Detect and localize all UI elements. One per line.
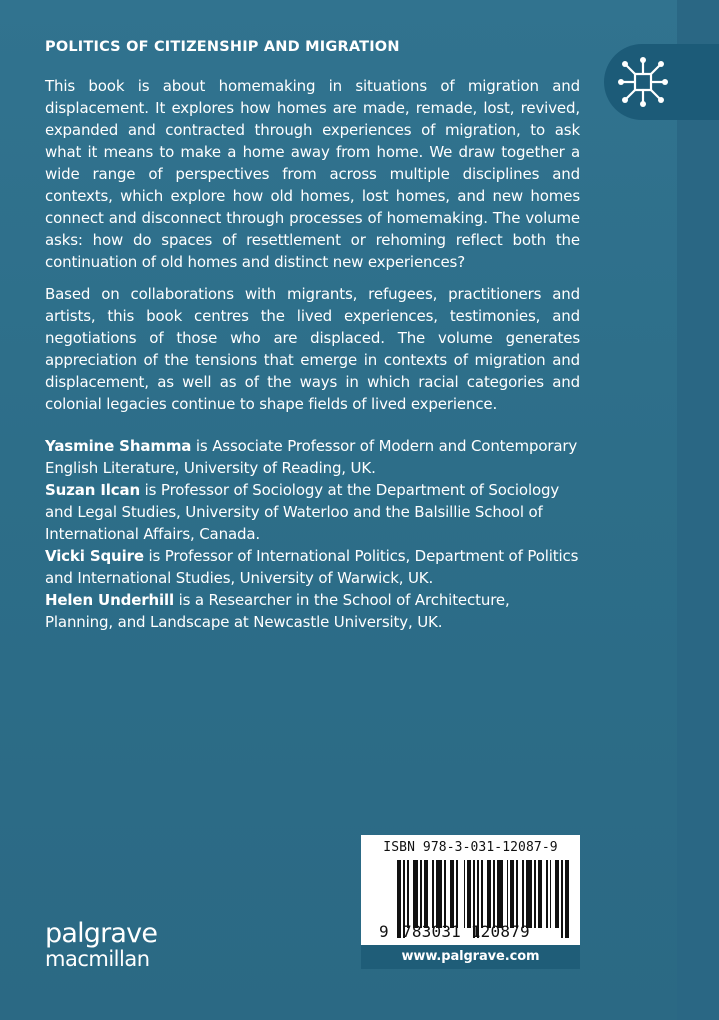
barcode-bar xyxy=(413,860,419,928)
barcode-bar xyxy=(407,860,409,928)
barcode-bar xyxy=(546,860,548,928)
barcode-bar xyxy=(507,860,509,928)
barcode-bar xyxy=(497,860,503,928)
editor-name: Helen Underhill xyxy=(45,591,174,609)
editor-name: Vicki Squire xyxy=(45,547,144,565)
barcode-bar xyxy=(450,860,454,928)
palgrave-macmillan-logo xyxy=(45,920,157,970)
publisher-name-line1: palgrave xyxy=(45,918,158,949)
barcode-bar xyxy=(550,860,552,928)
series-title: POLITICS OF CITIZENSHIP AND MIGRATION xyxy=(45,39,400,55)
editor-description: is Associate Professor of Modern and Contemporary English Literature, University of Reading, UK. xyxy=(45,437,578,477)
back-cover-copy xyxy=(45,75,580,633)
editor-bio-vicki-squire xyxy=(45,545,580,589)
editor-bio-suzan-ilcan xyxy=(45,479,580,545)
barcode-bar xyxy=(534,860,536,928)
editor-name: Suzan Ilcan xyxy=(45,481,141,499)
palgrave-logo-tab xyxy=(604,44,719,120)
spine-edge xyxy=(677,0,719,1020)
editor-bio-yasmine-shamma xyxy=(45,435,580,479)
barcode-bar xyxy=(420,860,422,928)
editor-bio-helen-underhill xyxy=(45,589,580,633)
barcode-bar xyxy=(467,860,471,928)
barcode-bar xyxy=(481,860,483,928)
barcode-bar xyxy=(538,860,542,928)
barcode-bar xyxy=(456,860,458,928)
barcode-bar xyxy=(424,860,428,928)
barcode-bar xyxy=(487,860,491,928)
publisher-name-line2: macmillan xyxy=(45,947,150,971)
editor-description: is Professor of International Politics, Department of Politics and International Studies, University of Warwick, UK. xyxy=(45,547,579,587)
barcode-lead-digit: 9 xyxy=(379,922,389,941)
editor-description: is Professor of Sociology at the Department of Sociology and Legal Studies, University of Waterloo and the Balsillie School of International Affairs, Canada. xyxy=(45,481,560,543)
barcode-bar xyxy=(516,860,518,928)
barcode-bar xyxy=(526,860,532,928)
barcode-bar xyxy=(510,860,514,928)
editor-description: is a Researcher in the School of Architecture, Planning, and Landscape at Newcastle University, UK. xyxy=(45,591,510,631)
description-paragraph-1: This book is about homemaking in situations of migration and displacement. It explores how homes are made, remade, lost, revived, expanded and contracted through experiences of migration, to ask what it means to make a home away from home. We draw together a wide range of perspectives from across multiple disciplines and contexts, which explore how old homes, lost homes, and new homes connect and disconnect through processes of homemaking. The volume asks: how do spaces of resettlement or rehoming reflect both the continuation of old homes and distinct new experiences? xyxy=(45,77,580,271)
barcode-bar xyxy=(522,860,524,928)
isbn-barcode-box xyxy=(361,835,580,969)
barcode-bar xyxy=(493,860,495,928)
description-paragraph-2: Based on collaborations with migrants, refugees, practitioners and artists, this book centres the lived experiences, testimonies, and negotiations of those who are displaced. The volume generates appreciation of the tensions that emerge in contexts of migration and displacement, as well as of the ways in which racial categories and colonial legacies continue to shape fields of lived experience. xyxy=(45,285,580,413)
barcode-bar xyxy=(444,860,446,928)
barcode-digits: 783031 120879 xyxy=(402,922,530,941)
barcode-bar xyxy=(555,860,559,928)
editor-bios xyxy=(45,435,580,633)
isbn-label: ISBN 978-3-031-12087-9 xyxy=(383,840,558,855)
editor-name: Yasmine Shamma xyxy=(45,437,192,455)
palgrave-spark-icon xyxy=(615,54,671,110)
barcode-bar xyxy=(432,860,434,928)
publisher-website: www.palgrave.com xyxy=(361,945,580,969)
barcode-bar xyxy=(397,860,401,938)
barcode-bar xyxy=(436,860,442,928)
barcode-bar xyxy=(464,860,466,928)
